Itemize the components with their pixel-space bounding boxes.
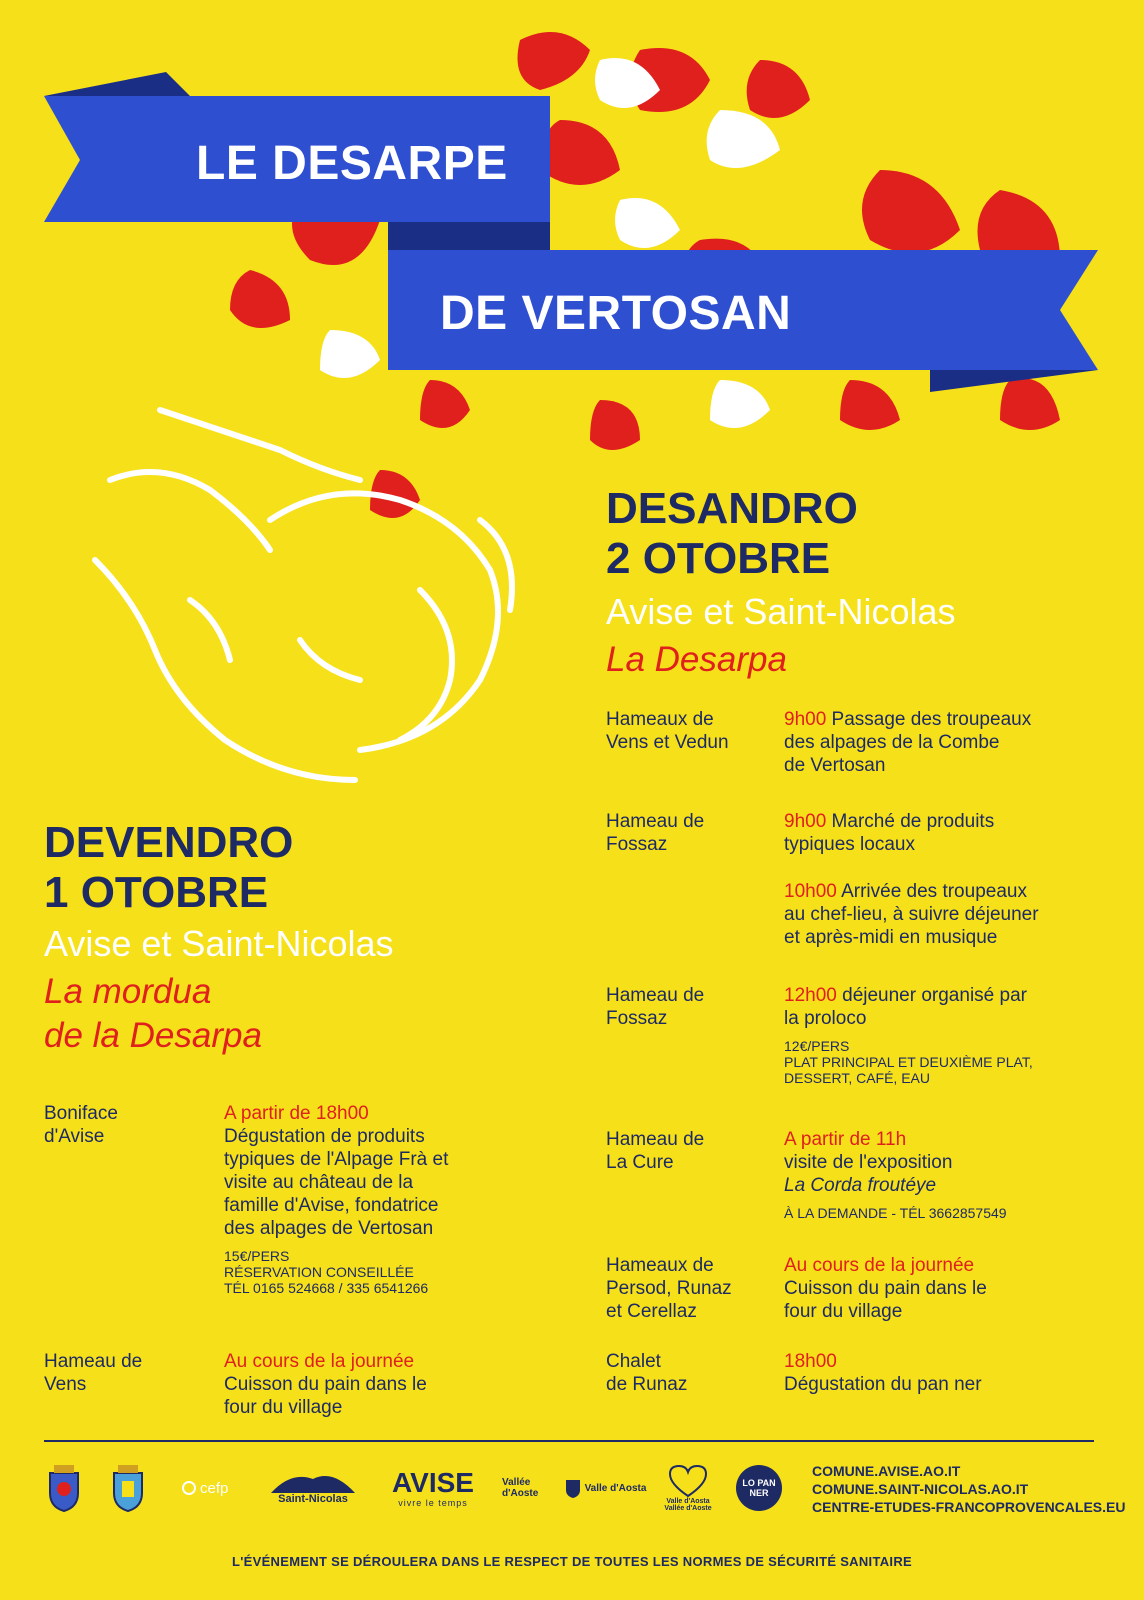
schedule-time: 12h00 bbox=[784, 985, 837, 1006]
schedule-location: Hameaux de Vens et Vedun bbox=[606, 709, 729, 753]
schedule-location: Hameau de Fossaz bbox=[606, 811, 705, 855]
day1-date: 1 OTOBRE bbox=[44, 868, 269, 917]
schedule-location: Hameaux de Persod, Runaz et Cerellaz bbox=[606, 1255, 732, 1322]
schedule-details: 9h00 Marché de produits typiques locaux bbox=[784, 811, 995, 855]
title-line-2: DE VERTOSAN bbox=[440, 287, 792, 340]
cefp-logo: cefp bbox=[182, 1458, 242, 1518]
schedule-time: A partir de 18h00 bbox=[224, 1103, 369, 1124]
day1-event-line-1: La mordua bbox=[44, 972, 212, 1011]
footer-notice: L'ÉVÉNEMENT SE DÉROULERA DANS LE RESPECT DE TOUTES LES NORMES DE SÉCURITÉ SANITAIRE bbox=[232, 1554, 912, 1569]
schedule-details: A partir de 11h visite de l'exposition La Corda froutéye À LA DEMANDE - TÉL 3662857549 bbox=[784, 1128, 1104, 1221]
schedule-location: Chalet de Runaz bbox=[606, 1351, 688, 1395]
day1-event-line-2: de la Desarpa bbox=[44, 1016, 262, 1055]
day2-place: Avise et Saint-Nicolas bbox=[606, 591, 956, 632]
avise-coat-of-arms-logo bbox=[44, 1458, 84, 1518]
cow-drawing bbox=[95, 410, 512, 780]
vallee-aoste-logo: Vallée d'Aoste bbox=[502, 1477, 539, 1499]
ribbon-fold-middle bbox=[388, 222, 550, 250]
link-centre-etudes[interactable]: CENTRE-ETUDES-FRANCOPROVENCALES.EU bbox=[812, 1499, 1126, 1515]
day2-day: DESANDRO bbox=[606, 484, 858, 533]
day1-place: Avise et Saint-Nicolas bbox=[44, 923, 394, 964]
lo-pan-ner-logo: LO PAN NER bbox=[734, 1458, 784, 1518]
saint-nicolas-coat-of-arms-logo bbox=[108, 1458, 148, 1518]
schedule-details: 12h00 déjeuner organisé par la proloco 12€/PERS PLAT PRINCIPAL ET DEUXIÈME PLAT, DESSERT, CAFÉ, EAU bbox=[784, 985, 1033, 1086]
valle-aosta-heart-logo: Valle d'Aosta Vallée d'Aoste bbox=[660, 1458, 716, 1518]
day2-date: 2 OTOBRE bbox=[606, 534, 831, 583]
day1-day: DEVENDRO bbox=[44, 818, 294, 867]
link-comune-saint-nicolas[interactable]: COMUNE.SAINT-NICOLAS.AO.IT bbox=[812, 1481, 1029, 1497]
avise-logo: AVISE vivre le temps bbox=[392, 1467, 474, 1508]
schedule-location: Boniface d'Avise bbox=[44, 1103, 118, 1147]
schedule-time: A partir de 11h bbox=[784, 1129, 907, 1150]
website-links bbox=[812, 1462, 1125, 1516]
schedule-details: 9h00 Passage des troupeaux des alpages de la Combe de Vertosan bbox=[784, 709, 1032, 776]
schedule-details: 10h00 Arrivée des troupeaux au chef-lieu, à suivre déjeuner et après-midi en musique bbox=[784, 881, 1039, 948]
schedule-details: A partir de 18h00 Dégustation de produits typiques de l'Alpage Frà et visite au château de la famille d'Avise, fondatrice des alpages de Vertosan 15€/PERS RÉSERVATION CONSEILLÉE TÉL 0165 524668 / 335 6541266 bbox=[224, 1102, 554, 1296]
title-line-1: LE DESARPE bbox=[196, 137, 508, 190]
ribbon-fold-top bbox=[166, 72, 190, 96]
schedule-time: 9h00 bbox=[784, 811, 827, 832]
day2-event: La Desarpa bbox=[606, 640, 787, 679]
schedule-time: 10h00 bbox=[784, 881, 837, 902]
footer-divider bbox=[44, 1440, 1094, 1442]
ribbon-top-tail bbox=[44, 72, 166, 96]
schedule-time: 9h00 bbox=[784, 709, 827, 730]
schedule-details: Au cours de la journée Cuisson du pain dans le four du village bbox=[224, 1350, 554, 1419]
link-comune-avise[interactable]: COMUNE.AVISE.AO.IT bbox=[812, 1463, 961, 1479]
schedule-time: Au cours de la journée bbox=[784, 1255, 975, 1276]
schedule-time: 18h00 bbox=[784, 1351, 837, 1372]
ribbon-bottom-tail bbox=[930, 370, 1098, 392]
schedule-details: 18h00 Dégustation du pan ner bbox=[784, 1350, 1104, 1396]
schedule-time: Au cours de la journée bbox=[224, 1351, 415, 1372]
saint-nicolas-logo: Saint-Nicolas bbox=[268, 1458, 358, 1518]
schedule-location: Hameau de La Cure bbox=[606, 1129, 705, 1173]
schedule-details: Au cours de la journée Cuisson du pain dans le four du village bbox=[784, 1254, 1104, 1323]
schedule-location: Hameau de Fossaz bbox=[606, 985, 705, 1029]
valle-aosta-region-logo: Valle d'Aosta bbox=[560, 1458, 650, 1518]
title-ribbons bbox=[0, 0, 1144, 420]
schedule-location: Hameau de Vens bbox=[44, 1351, 143, 1395]
